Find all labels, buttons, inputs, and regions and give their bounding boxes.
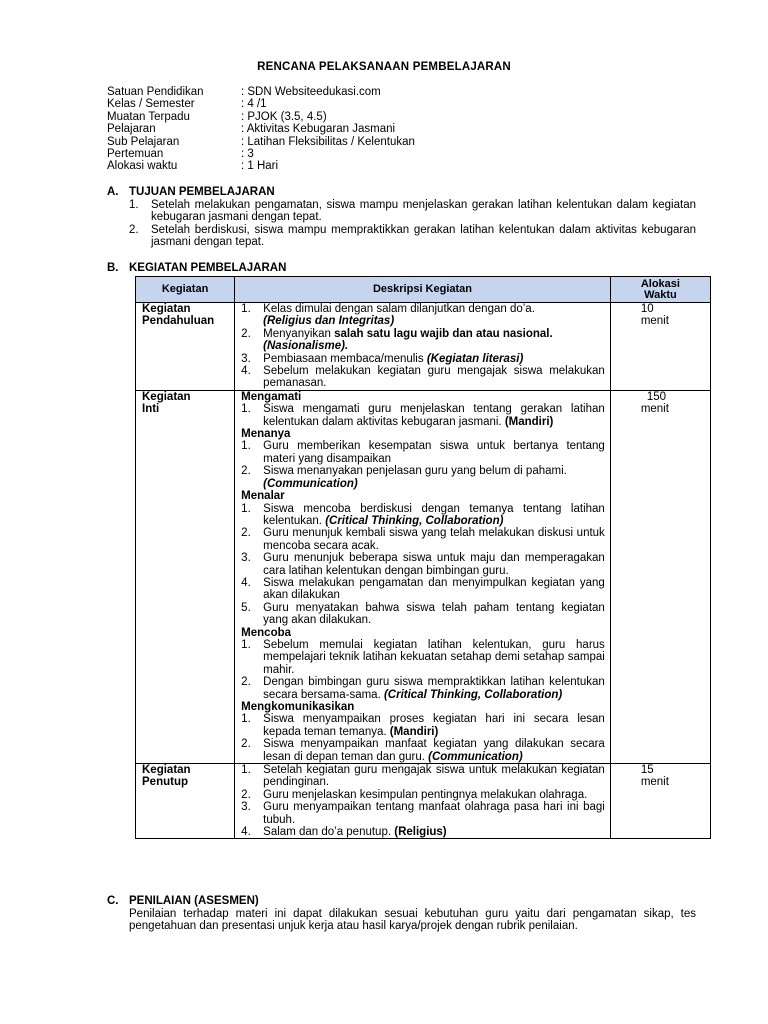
list-item xyxy=(241,440,605,465)
list-item xyxy=(241,764,605,789)
item-number: 1. xyxy=(241,713,251,726)
meta-row xyxy=(107,136,707,148)
item-text: Kelas dimulai dengan salam dilanjutkan dengan do’a. xyxy=(263,303,535,315)
meta-label: Sub Pelajaran xyxy=(107,135,180,148)
item-text: Siswa mencoba berdiskusi dengan temanya tentang latihan kelentukan. xyxy=(263,502,605,527)
item-number: 4. xyxy=(241,365,251,378)
list-item xyxy=(241,826,605,838)
list-item xyxy=(241,465,605,490)
list-item xyxy=(241,676,605,701)
meta-row xyxy=(107,86,707,98)
header-deskripsi: Deskripsi Kegiatan xyxy=(235,277,611,303)
meta-label: Pertemuan xyxy=(107,147,164,160)
section-title: KEGIATAN PEMBELAJARAN xyxy=(129,262,287,274)
item-text: Siswa menanyakan penjelasan guru yang belum di pahami. xyxy=(263,465,567,478)
item-number: 1. xyxy=(241,403,251,416)
header-kegiatan: Kegiatan xyxy=(136,277,235,303)
list-item xyxy=(241,713,605,738)
meta-value: : 1 Hari xyxy=(241,160,279,173)
item-number: 2. xyxy=(241,788,251,801)
item-text: Pembiasaan membaca/menulis xyxy=(263,352,427,365)
list-item xyxy=(241,328,605,353)
item-number: 2. xyxy=(241,527,251,540)
alokasi-unit: menit xyxy=(640,315,669,328)
list-item xyxy=(241,639,605,676)
meta-row xyxy=(107,160,707,172)
kegiatan-cell xyxy=(136,764,235,839)
list-item xyxy=(241,527,605,552)
deskripsi-cell xyxy=(235,303,611,391)
meta-row xyxy=(107,111,707,123)
item-tag: (Communication) xyxy=(263,477,358,490)
alokasi-cell xyxy=(610,303,710,391)
item-number: 1. xyxy=(241,764,251,777)
alokasi-value: 10 xyxy=(640,303,654,315)
list-item xyxy=(129,224,696,249)
list-item xyxy=(241,552,605,577)
meta-row xyxy=(107,148,707,160)
item-text: Guru menyampaikan tentang manfaat olahraga pasa hari ini bagi tubuh. xyxy=(263,801,605,826)
item-number: 5. xyxy=(241,601,251,614)
item-bold: (Mandiri) xyxy=(504,415,554,428)
item-number: 2. xyxy=(241,676,251,689)
item-number: 1. xyxy=(241,440,251,453)
kegiatan-line2: Inti xyxy=(142,403,160,416)
item-text: Siswa mengamati guru menjelaskan tentang gerakan latihan kelentukan dalam aktivitas kebugaran jasmani. xyxy=(263,403,605,428)
alokasi-unit: menit xyxy=(640,776,669,789)
item-text: Menyanyikan xyxy=(263,327,335,340)
item-text: Sebelum melakukan kegiatan guru mengajak siswa melakukan pemanasan. xyxy=(263,365,605,390)
section-number: C. xyxy=(107,895,119,907)
item-number: 3. xyxy=(241,801,251,814)
meta-label: Satuan Pendidikan xyxy=(107,86,204,98)
item-tag: (Religius dan Integritas) xyxy=(263,315,395,328)
item-number: 4. xyxy=(241,576,251,589)
item-number: 2. xyxy=(241,327,251,340)
item-text: Siswa melakukan pengamatan dan menyimpulkan kegiatan yang akan dilakukan xyxy=(263,576,605,602)
section-title: TUJUAN PEMBELAJARAN xyxy=(129,186,275,198)
deskripsi-cell xyxy=(235,764,611,839)
item-text: Setelah melakukan pengamatan, siswa mampu menjelaskan gerakan latihan kelentukan dalam kegiatan kebugaran jasmani dengan tepat. xyxy=(151,199,696,224)
identity-block xyxy=(107,86,707,173)
list-item xyxy=(241,801,605,826)
item-tag: (Communication) xyxy=(428,750,523,763)
item-bold: salah satu lagu wajib dan atau nasional. xyxy=(334,327,553,340)
kegiatan-line1: Kegiatan xyxy=(142,303,191,315)
kegiatan-cell xyxy=(136,303,235,391)
alokasi-cell xyxy=(610,764,710,839)
list-item xyxy=(241,602,605,627)
item-text: Guru menjelaskan kesimpulan pentingnya melakukan olahraga. xyxy=(263,788,588,801)
meta-label: Alokasi waktu xyxy=(107,160,178,173)
meta-label: Muatan Terpadu xyxy=(107,110,190,123)
kegiatan-line2: Pendahuluan xyxy=(142,315,215,328)
activities-table xyxy=(135,276,711,839)
item-text: Guru memberikan kesempatan siswa untuk bertanya tentang materi yang disampaikan xyxy=(263,440,605,465)
kegiatan-line1: Kegiatan xyxy=(142,764,191,777)
section-c-heading xyxy=(107,895,259,907)
section-title: PENILAIAN (ASESMEN) xyxy=(129,895,259,907)
table-row xyxy=(136,390,711,763)
list-item xyxy=(241,353,605,365)
item-number: 1. xyxy=(129,199,139,211)
table-row xyxy=(136,303,711,391)
list-item xyxy=(241,738,605,763)
item-number: 1. xyxy=(241,303,251,315)
item-text: Dengan bimbingan guru siswa mempraktikkan latihan kelentukan secara bersama-sama. xyxy=(263,676,605,701)
item-text: Siswa menyampaikan manfaat kegiatan yang dilakukan secara lesan di depan teman dan guru. xyxy=(263,738,605,763)
list-item xyxy=(241,577,605,602)
table-header-row xyxy=(136,277,711,303)
section-a-heading xyxy=(107,186,275,198)
item-text: Siswa menyampaikan proses kegiatan hari ini secara lesan kepada teman temanya. xyxy=(263,713,605,738)
subheading-menalar: Menalar xyxy=(241,490,285,503)
item-number: 2. xyxy=(129,223,139,236)
assessment-paragraph: Penilaian terhadap materi ini dapat dilakukan sesuai kebutuhan guru yaitu dari pengamatan sikap, tes pengetahuan dan presentasi unjuk kerja atau hasil karya/projek dengan rubrik penilaian. xyxy=(129,908,696,933)
subheading-mengamati: Mengamati xyxy=(241,390,302,403)
header-alokasi-line1: Alokasi xyxy=(640,277,680,290)
item-tag: (Critical Thinking, Collaboration) xyxy=(325,514,504,527)
header-alokasi xyxy=(610,277,710,303)
item-bold: (Religius) xyxy=(394,826,447,839)
meta-value: : SDN Websiteedukasi.com xyxy=(241,86,381,98)
list-item xyxy=(241,403,605,428)
alokasi-value: 15 xyxy=(640,764,654,777)
item-number: 4. xyxy=(241,826,251,839)
item-tag: (Critical Thinking, Collaboration) xyxy=(383,688,563,701)
objectives-list xyxy=(129,199,696,249)
meta-row xyxy=(107,98,707,110)
item-text: Setelah kegiatan guru mengajak siswa untuk melakukan kegiatan pendinginan. xyxy=(263,764,605,789)
kegiatan-line1: Kegiatan xyxy=(142,390,191,403)
list-item xyxy=(241,365,605,390)
meta-value: : PJOK (3.5, 4.5) xyxy=(241,110,327,123)
alokasi-value: 150 xyxy=(646,390,666,403)
list-item xyxy=(129,199,696,224)
item-text: Guru menunjuk beberapa siswa untuk maju dan memperagakan cara latihan kelentukan dengan bimbingan guru. xyxy=(263,552,605,577)
header-alokasi-line2: Waktu xyxy=(644,288,677,301)
kegiatan-cell xyxy=(136,390,235,763)
alokasi-unit: menit xyxy=(640,403,669,416)
meta-value: : 4 /1 xyxy=(241,98,267,111)
item-text: Sebelum memulai kegiatan latihan kelentukan, guru harus mempelajari teknik latihan kekuatan setahap demi setahap sampai mahir. xyxy=(263,638,605,676)
list-item xyxy=(241,503,605,528)
item-tag: (Nasionalisme). xyxy=(263,340,349,353)
subheading-mengkomunikasikan: Mengkomunikasikan xyxy=(241,701,355,713)
section-b-heading xyxy=(107,262,286,274)
subheading-menanya: Menanya xyxy=(241,428,291,441)
section-number: A. xyxy=(107,186,119,198)
item-bold: (Mandiri) xyxy=(389,725,439,738)
meta-label: Pelajaran xyxy=(107,123,156,136)
section-number: B. xyxy=(107,262,119,274)
meta-value: : Latihan Fleksibilitas / Kelentukan xyxy=(241,135,415,148)
subheading-mencoba: Mencoba xyxy=(241,626,292,639)
document-title: RENCANA PELAKSANAAN PEMBELAJARAN xyxy=(257,61,511,73)
item-tag: (Kegiatan literasi) xyxy=(426,352,524,365)
alokasi-cell xyxy=(610,390,710,763)
item-number: 3. xyxy=(241,552,251,565)
meta-value: : 3 xyxy=(241,147,254,160)
meta-label: Kelas / Semester xyxy=(107,98,195,111)
meta-value: : Aktivitas Kebugaran Jasmani xyxy=(241,123,396,136)
table-row xyxy=(136,764,711,839)
list-item xyxy=(241,303,605,328)
item-text: Salam dan do’a penutup. xyxy=(263,826,395,839)
list-item xyxy=(241,789,605,801)
item-number: 1. xyxy=(241,638,251,651)
deskripsi-cell xyxy=(235,390,611,763)
item-number: 1. xyxy=(241,502,251,515)
item-number: 2. xyxy=(241,465,251,478)
item-number: 2. xyxy=(241,738,251,751)
item-text: Guru menunjuk kembali siswa yang telah melakukan diskusi untuk mencoba secara acak. xyxy=(263,527,605,552)
kegiatan-line2: Penutup xyxy=(142,776,188,789)
item-text: Setelah berdiskusi, siswa mampu mempraktikkan gerakan latihan kelentukan dalam aktivitas kebugaran jasmani dengan tepat. xyxy=(151,223,696,249)
meta-row xyxy=(107,123,707,135)
item-text: Guru menyatakan bahwa siswa telah paham tentang kegiatan yang akan dilakukan. xyxy=(263,601,605,627)
item-number: 3. xyxy=(241,352,251,365)
